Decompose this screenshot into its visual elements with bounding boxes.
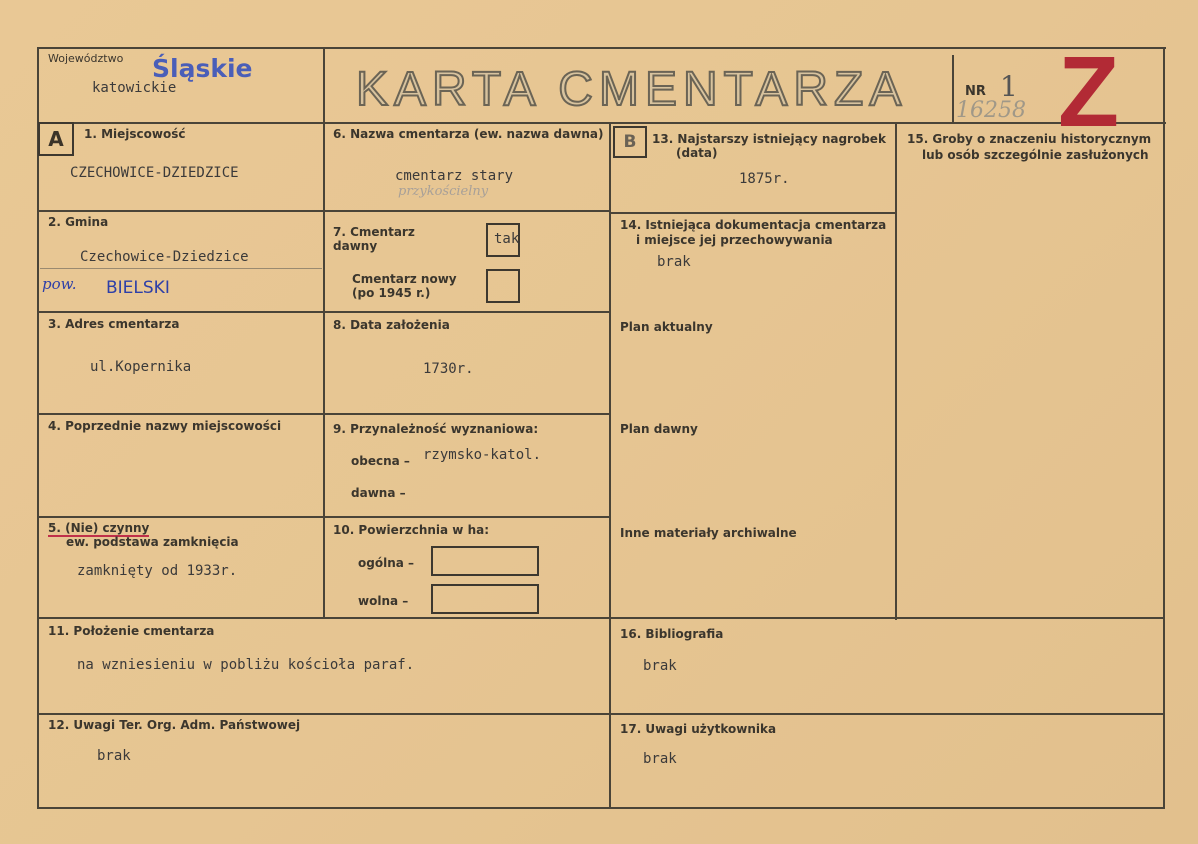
free-area-box[interactable]	[431, 584, 539, 614]
field-13-label2: (data)	[676, 146, 718, 160]
field-9-former-label: dawna –	[351, 486, 406, 500]
section-b-marker: B	[613, 126, 647, 158]
field-5-label: 5. (Nie) czynny	[48, 521, 150, 535]
field-11-label: 11. Położenie cmentarza	[48, 624, 215, 638]
field-5-value: zamknięty od 1933r.	[77, 563, 238, 579]
field-12-label: 12. Uwagi Ter. Org. Adm. Państwowej	[48, 718, 301, 732]
old-cemetery-checkbox[interactable]	[486, 223, 520, 257]
field-16-value: brak	[643, 658, 677, 674]
divider	[40, 268, 322, 269]
voivodeship-typed: katowickie	[92, 80, 177, 96]
divider	[38, 617, 1164, 619]
field-3-value: ul.Kopernika	[90, 359, 192, 375]
divider	[38, 47, 1166, 49]
field-3-label: 3. Adres cmentarza	[48, 317, 180, 331]
field-6-value: cmentarz stary	[395, 168, 514, 184]
pow-label: pow.	[42, 275, 77, 293]
field-9-label: 9. Przynależność wyznaniowa:	[333, 422, 539, 436]
divider	[38, 807, 1164, 809]
other-materials-label: Inne materiały archiwalne	[620, 526, 797, 540]
field-6-handwritten: przykościelny	[398, 184, 489, 199]
field-10-free-label: wolna –	[358, 594, 409, 608]
field-11-value: na wzniesieniu w pobliżu kościoła paraf.	[77, 657, 415, 673]
divider	[37, 47, 39, 809]
field-1-value: CZECHOWICE-DZIEDZICE	[70, 165, 239, 181]
field-13-label: 13. Najstarszy istniejący nagrobek	[652, 132, 886, 146]
field-2-value: Czechowice-Dziedzice	[80, 249, 249, 265]
pow-value: BIELSKI	[106, 278, 170, 298]
divider	[38, 311, 610, 313]
field-14-label: 14. Istniejąca dokumentacja cmentarza	[620, 218, 887, 232]
field-7-label-old: 7. Cmentarz dawny	[333, 225, 415, 253]
divider	[609, 122, 611, 809]
field-14-value: brak	[657, 254, 691, 270]
field-14-label2: i miejsce jej przechowywania	[636, 233, 833, 247]
voivodeship-label: Województwo	[48, 52, 124, 65]
field-15-label2: lub osób szczególnie zasłużonych	[922, 148, 1149, 162]
field-1-label: 1. Miejscowość	[84, 127, 186, 141]
field-2-label: 2. Gmina	[48, 215, 109, 229]
divider	[895, 122, 897, 620]
field-9-current-label: obecna –	[351, 454, 410, 468]
field-5-sublabel: ew. podstawa zamknięcia	[66, 535, 239, 549]
field-7-label-new: Cmentarz nowy (po 1945 r.)	[352, 272, 457, 300]
field-12-value: brak	[97, 748, 131, 764]
field-16-label: 16. Bibliografia	[620, 627, 724, 641]
section-a-marker: A	[38, 122, 74, 156]
divider	[38, 413, 610, 415]
divider	[323, 47, 325, 618]
divider	[610, 212, 896, 214]
plan-old-label: Plan dawny	[620, 422, 698, 436]
card-title: KARTA CMENTARZA	[356, 63, 908, 116]
divider	[38, 713, 1164, 715]
field-9-current-value: rzymsko-katol.	[423, 447, 542, 463]
z-mark: Z	[1058, 36, 1120, 148]
divider	[38, 210, 610, 212]
total-area-box[interactable]	[431, 546, 539, 576]
field-17-label: 17. Uwagi użytkownika	[620, 722, 777, 736]
nr-label: NR	[965, 84, 986, 99]
field-10-total-label: ogólna –	[358, 556, 415, 570]
new-cemetery-checkbox[interactable]	[486, 269, 520, 303]
field-15-label: 15. Groby o znaczeniu historycznym	[907, 132, 1152, 146]
divider	[38, 516, 610, 518]
field-8-value: 1730r.	[423, 361, 474, 377]
field-13-value: 1875r.	[739, 171, 790, 187]
field-4-label: 4. Poprzednie nazwy miejscowości	[48, 419, 282, 433]
divider	[1163, 47, 1165, 809]
divider	[952, 55, 954, 123]
field-6-label: 6. Nazwa cmentarza (ew. nazwa dawna)	[333, 127, 604, 141]
nr-value: 1	[1000, 70, 1018, 103]
field-10-label: 10. Powierzchnia w ha:	[333, 523, 490, 537]
field-8-label: 8. Data założenia	[333, 318, 450, 332]
old-cemetery-value: tak	[494, 231, 520, 247]
plan-current-label: Plan aktualny	[620, 320, 713, 334]
voivodeship-stamp: Śląskie	[152, 54, 253, 83]
field-17-value: brak	[643, 751, 677, 767]
nr-handwritten: 16258	[956, 98, 1026, 123]
